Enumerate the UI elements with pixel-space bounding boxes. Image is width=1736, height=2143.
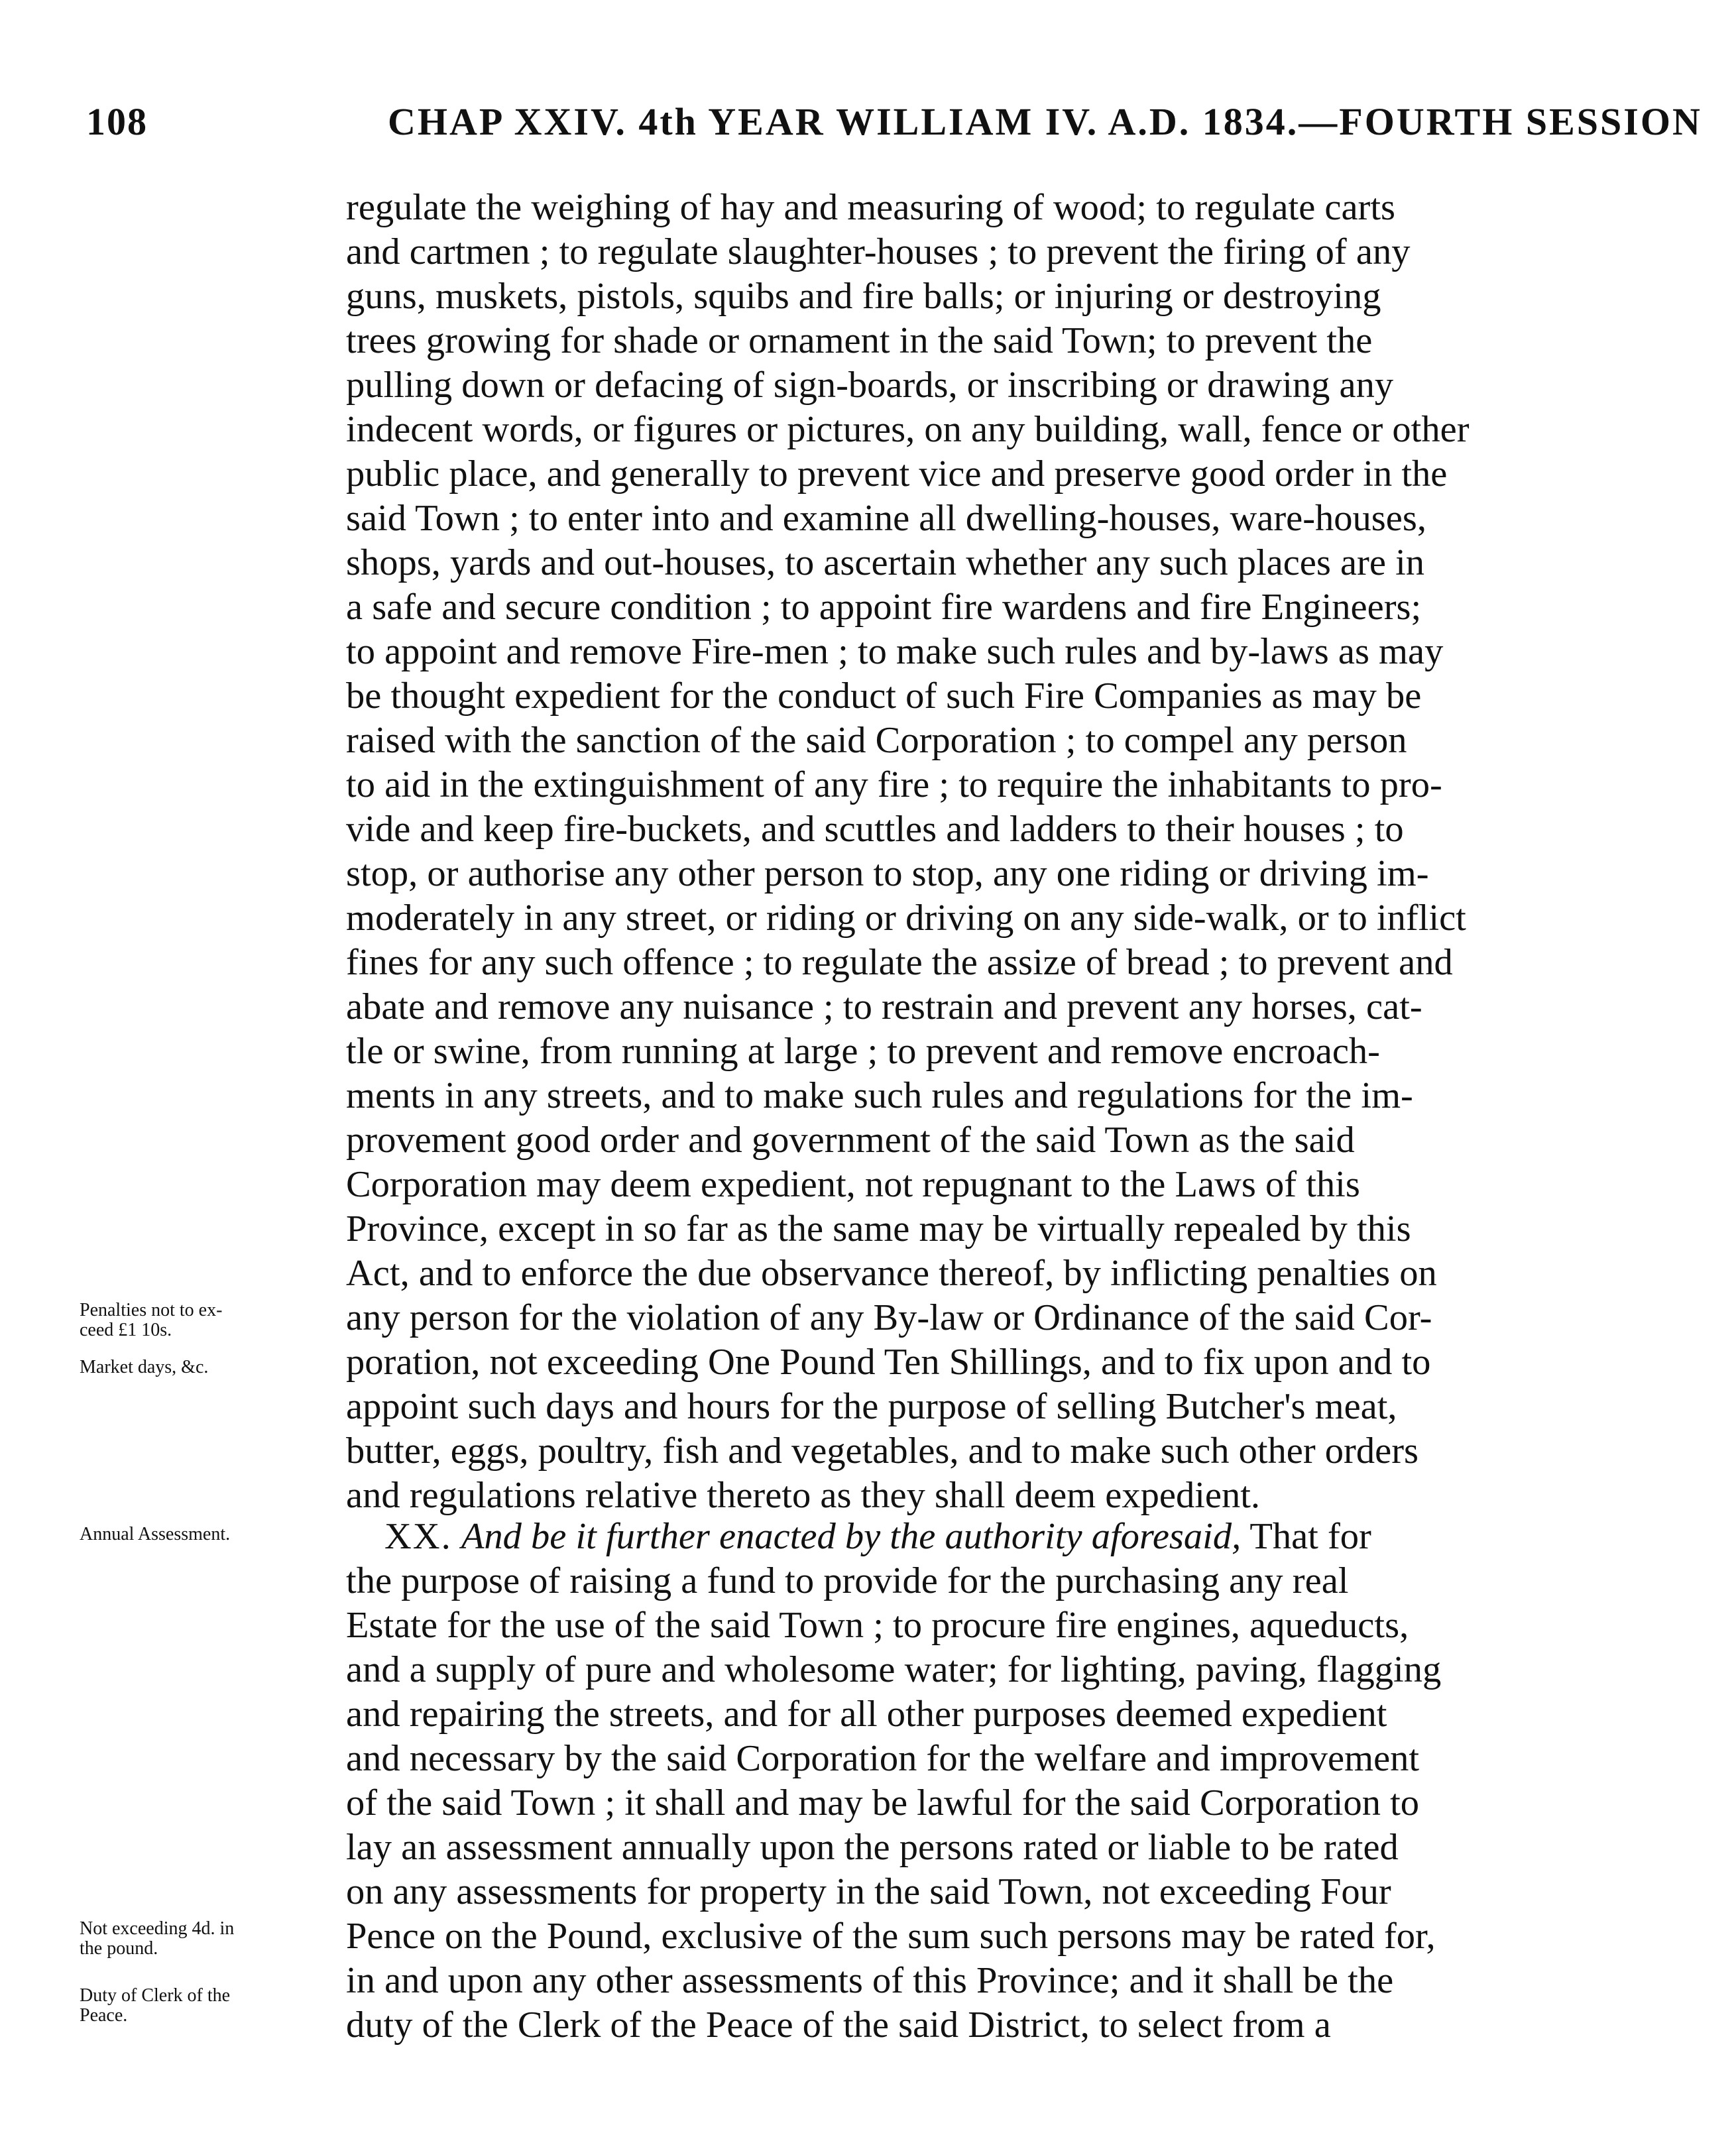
body-line: raised with the sanction of the said Corporation ; to compel any person: [346, 720, 1407, 761]
body-line: and cartmen ; to regulate slaughter-houses ; to prevent the firing of any: [346, 231, 1411, 272]
section-number: XX.: [384, 1516, 452, 1557]
marginal-note-line: the pound.: [80, 1938, 158, 1959]
marginal-note-line: Market days, &c.: [80, 1357, 209, 1377]
body-line: and necessary by the said Corporation for the welfare and improvement: [346, 1738, 1420, 1779]
body-line: poration, not exceeding One Pound Ten Shillings, and to fix upon and to: [346, 1342, 1431, 1383]
marginal-note-line: Duty of Clerk of the: [80, 1985, 231, 2006]
body-line: regulate the weighing of hay and measuring of wood; to regulate carts: [346, 187, 1396, 228]
body-line: of the said Town ; it shall and may be lawful for the said Corporation to: [346, 1782, 1420, 1824]
running-head: CHAP XXIV. 4th YEAR WILLIAM IV. A.D. 1834.—FOURTH SESSION: [388, 100, 1702, 143]
body-line: and repairing the streets, and for all other purposes deemed expedient: [346, 1694, 1387, 1735]
body-line: be thought expedient for the conduct of such Fire Companies as may be: [346, 675, 1422, 717]
body-line: any person for the violation of any By-law or Ordinance of the said Cor-: [346, 1297, 1432, 1338]
body-line: abate and remove any nuisance ; to restrain and prevent any horses, cat-: [346, 986, 1422, 1027]
body-line: Province, except in so far as the same may be virtually repealed by this: [346, 1208, 1411, 1249]
page-header: [86, 99, 1702, 152]
body-line: Estate for the use of the said Town ; to procure fire engines, aqueducts,: [346, 1605, 1409, 1646]
body-line: moderately in any street, or riding or driving on any side-walk, or to inflict: [346, 898, 1466, 939]
body-line: tle or swine, from running at large ; to prevent and remove encroach-: [346, 1031, 1380, 1072]
page-number: 108: [86, 100, 148, 143]
body-line: duty of the Clerk of the Peace of the said District, to select from a: [346, 2004, 1331, 2046]
body-line: a safe and secure condition ; to appoint fire wardens and fire Engineers;: [346, 587, 1422, 628]
statute-body-text: [346, 186, 1649, 1518]
body-line: to aid in the extinguishment of any fire ; to require the inhabitants to pro-: [346, 764, 1442, 805]
body-line: and regulations relative thereto as they shall deem expedient.: [346, 1475, 1261, 1516]
marginal-note-line: Not exceeding 4d. in: [80, 1918, 235, 1939]
marginal-note-annual-assessment: [80, 1525, 338, 1544]
body-line: the purpose of raising a fund to provide for the purchasing any real: [346, 1560, 1349, 1601]
body-line: Pence on the Pound, exclusive of the sum such persons may be rated for,: [346, 1916, 1436, 1957]
body-line: on any assessments for property in the said Town, not exceeding Four: [346, 1871, 1391, 1912]
body-line: in and upon any other assessments of this Province; and it shall be the: [346, 1960, 1394, 2001]
marginal-note-line: Peace.: [80, 2005, 128, 2026]
section-first-line-rest: That for: [1241, 1516, 1371, 1557]
body-line: trees growing for shade or ornament in the said Town; to prevent the: [346, 320, 1373, 361]
body-line: Act, and to enforce the due observance thereof, by inflicting penalties on: [346, 1253, 1437, 1294]
marginal-note-duty-clerk: [80, 1986, 338, 2026]
marginal-note-line: Annual Assessment.: [80, 1524, 231, 1544]
body-line: appoint such days and hours for the purpose of selling Butcher's meat,: [346, 1386, 1397, 1427]
body-line: Corporation may deem expedient, not repugnant to the Laws of this: [346, 1164, 1360, 1205]
body-line: lay an assessment annually upon the persons rated or liable to be rated: [346, 1827, 1399, 1868]
body-line: and a supply of pure and wholesome water; for lighting, paving, flagging: [346, 1649, 1442, 1690]
body-line: to appoint and remove Fire-men ; to make such rules and by-laws as may: [346, 631, 1444, 672]
body-line: said Town ; to enter into and examine all dwelling-houses, ware-houses,: [346, 498, 1426, 539]
body-line: provement good order and government of the said Town as the said: [346, 1120, 1355, 1161]
body-line: shops, yards and out-houses, to ascertain whether any such places are in: [346, 542, 1425, 583]
body-line: ments in any streets, and to make such rules and regulations for the im-: [346, 1075, 1413, 1116]
body-line: guns, muskets, pistols, squibs and fire balls; or injuring or destroying: [346, 276, 1381, 317]
body-line: butter, eggs, poultry, fish and vegetables, and to make such other orders: [346, 1430, 1419, 1472]
marginal-note-market-days: [80, 1358, 338, 1377]
body-line: public place, and generally to prevent vice and preserve good order in the: [346, 453, 1448, 494]
enacting-clause: And be it further enacted by the authority aforesaid,: [461, 1516, 1242, 1557]
marginal-note-not-exceeding: [80, 1919, 338, 1959]
body-line: stop, or authorise any other person to stop, any one riding or driving im-: [346, 853, 1429, 894]
marginal-note-penalties: [80, 1301, 338, 1340]
body-line: indecent words, or figures or pictures, on any building, wall, fence or other: [346, 409, 1470, 450]
marginal-note-line: Penalties not to ex-: [80, 1300, 223, 1320]
body-line: fines for any such offence ; to regulate the assize of bread ; to prevent and: [346, 942, 1453, 983]
body-line: pulling down or defacing of sign-boards, or inscribing or drawing any: [346, 365, 1394, 406]
marginal-note-line: ceed £1 10s.: [80, 1320, 172, 1340]
section-first-line: [346, 1515, 1649, 1559]
body-line: vide and keep fire-buckets, and scuttles and ladders to their houses ; to: [346, 809, 1404, 850]
section-xx-paragraph: [346, 1515, 1649, 2048]
